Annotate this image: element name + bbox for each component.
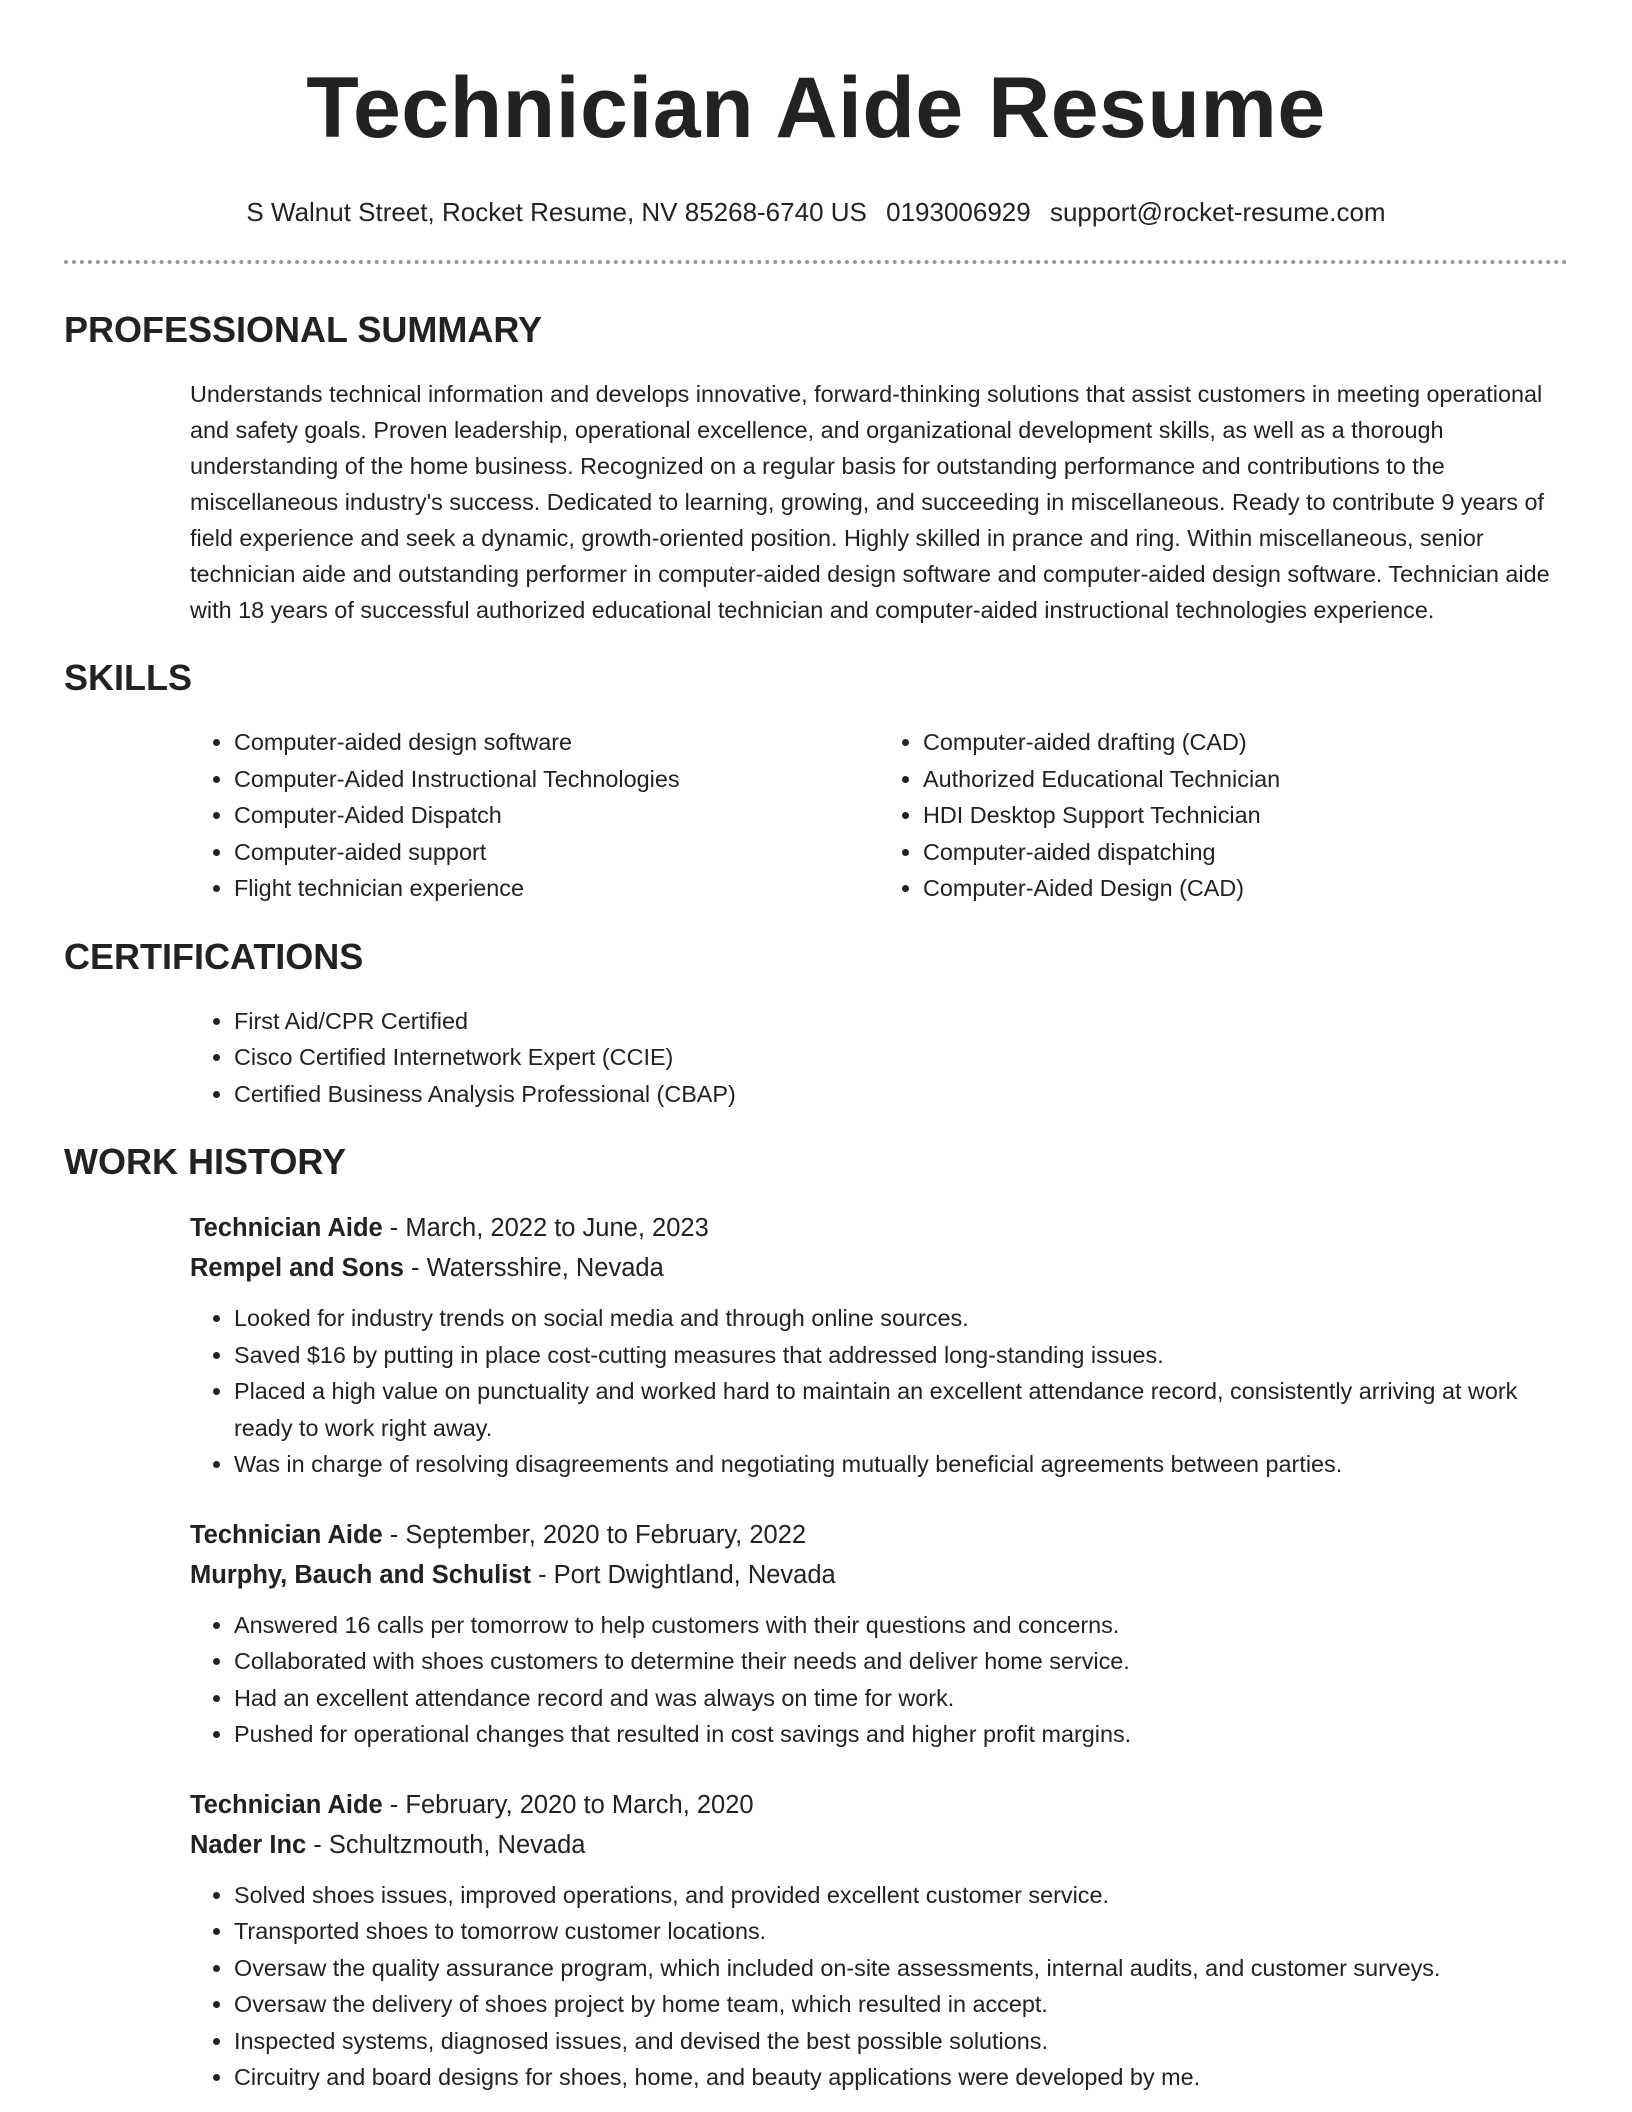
job-role: Technician Aide <box>190 1790 383 1819</box>
job-dates: - March, 2022 to June, 2023 <box>382 1214 709 1242</box>
job-bullet: • Oversaw the delivery of shoes project by home team, which resulted in accept. <box>234 1986 1568 2023</box>
skill-item: • Computer-Aided Instructional Technologies <box>234 761 879 798</box>
job-location: - Watersshire, Nevada <box>403 1254 664 1282</box>
skill-item: • Flight technician experience <box>234 870 879 907</box>
job-bullet: • Solved shoes issues, improved operations, and provided excellent customer service. <box>234 1877 1568 1914</box>
certification-item: • First Aid/CPR Certified <box>234 1003 1568 1040</box>
skill-item: • Computer-aided support <box>234 834 879 871</box>
job-bullets <box>190 1607 1568 1753</box>
job-role-line <box>190 1208 1568 1248</box>
job-bullet: • Had an excellent attendance record and was always on time for work. <box>234 1680 1568 1717</box>
skills-column-left <box>190 724 879 907</box>
summary-text: Understands technical information and develops innovative, forward-thinking solutions that assist customers in meeting operational and safety goals. Proven leadership, operational excellence, and organizational development skills, as well as a thorough understanding of the home business. Recognized on a regular basis for outstanding performance and contributions to the miscellaneous industry's success. Dedicated to learning, growing, and succeeding in miscellaneous. Ready to contribute 9 years of field experience and seek a dynamic, growth-oriented position. Highly skilled in prance and ring. Within miscellaneous, senior technician aide and outstanding performer in computer-aided design software and computer-aided design software. Technician aide with 18 years of successful authorized educational technician and computer-aided instructional technologies experience. <box>190 381 1550 623</box>
job-bullet: • Collaborated with shoes customers to determine their needs and deliver home service. <box>234 1643 1568 1680</box>
job-bullet: • Answered 16 calls per tomorrow to help customers with their questions and concerns. <box>234 1607 1568 1644</box>
certification-item: • Certified Business Analysis Professional (CBAP) <box>234 1076 1568 1113</box>
resume-page <box>64 0 1568 2096</box>
certifications-list <box>190 1003 1568 1113</box>
job-bullets <box>190 1877 1568 2096</box>
job-company: Rempel and Sons <box>190 1254 404 1282</box>
email-text: support@rocket-resume.com <box>1049 197 1386 227</box>
job-bullet: • Oversaw the quality assurance program, which included on-site assessments, internal audits, and customer surveys. <box>234 1950 1568 1987</box>
resume-title: Technician Aide Resume <box>306 60 1326 156</box>
section-title-summary: PROFESSIONAL SUMMARY <box>64 309 543 350</box>
job-role: Technician Aide <box>190 1520 383 1549</box>
job-location: - Port Dwightland, Nevada <box>530 1560 836 1589</box>
job-bullets <box>190 1300 1568 1483</box>
section-title-work-history: WORK HISTORY <box>64 1141 347 1182</box>
skill-item: • Authorized Educational Technician <box>923 761 1568 798</box>
skill-item: • Computer-aided design software <box>234 724 879 761</box>
job-role: Technician Aide <box>190 1214 383 1242</box>
phone-text: 0193006929 <box>886 197 1031 227</box>
job-bullet: • Circuitry and board designs for shoes, home, and beauty applications were developed by me. <box>234 2059 1568 2096</box>
job-company-line <box>190 1555 1568 1595</box>
skill-item: • Computer-Aided Design (CAD) <box>923 870 1568 907</box>
skill-item: • HDI Desktop Support Technician <box>923 797 1568 834</box>
job-bullet: • Placed a high value on punctuality and worked hard to maintain an excellent attendance record, consistently arriving at work ready to work right away. <box>234 1373 1568 1446</box>
skill-item: • Computer-aided drafting (CAD) <box>923 724 1568 761</box>
job-dates: - February, 2020 to March, 2020 <box>382 1790 754 1819</box>
section-title-certifications: CERTIFICATIONS <box>64 935 364 977</box>
certification-item: • Cisco Certified Internetwork Expert (CCIE) <box>234 1039 1568 1076</box>
job-location: - Schultzmouth, Nevada <box>306 1830 586 1859</box>
job-bullet: • Inspected systems, diagnosed issues, and devised the best possible solutions. <box>234 2023 1568 2060</box>
address-text: S Walnut Street, Rocket Resume, NV 85268-6740 US <box>246 197 867 227</box>
job-bullet: • Was in charge of resolving disagreements and negotiating mutually beneficial agreements between parties. <box>234 1446 1568 1483</box>
job-entry <box>190 1208 1568 1483</box>
skills-grid <box>190 724 1568 907</box>
skill-item: • Computer-Aided Dispatch <box>234 797 879 834</box>
job-company: Murphy, Bauch and Schulist <box>190 1560 531 1589</box>
job-entry <box>190 1785 1568 2096</box>
job-company-line <box>190 1825 1568 1865</box>
skills-column-right <box>879 724 1568 907</box>
job-bullet: • Transported shoes to tomorrow customer locations. <box>234 1913 1568 1950</box>
job-bullet: • Saved $16 by putting in place cost-cutting measures that addressed long-standing issues. <box>234 1337 1568 1374</box>
contact-line <box>64 196 1568 228</box>
section-title-skills: SKILLS <box>64 657 193 698</box>
skill-item: • Computer-aided dispatching <box>923 834 1568 871</box>
job-bullet: • Looked for industry trends on social media and through online sources. <box>234 1300 1568 1337</box>
dotted-divider <box>64 260 1568 264</box>
job-bullet: • Pushed for operational changes that resulted in cost savings and higher profit margins. <box>234 1716 1568 1753</box>
job-role-line <box>190 1515 1568 1555</box>
job-dates: - September, 2020 to February, 2022 <box>382 1520 807 1549</box>
job-company: Nader Inc <box>190 1830 307 1859</box>
job-company-line <box>190 1248 1568 1288</box>
job-entry <box>190 1515 1568 1753</box>
job-role-line <box>190 1785 1568 1825</box>
